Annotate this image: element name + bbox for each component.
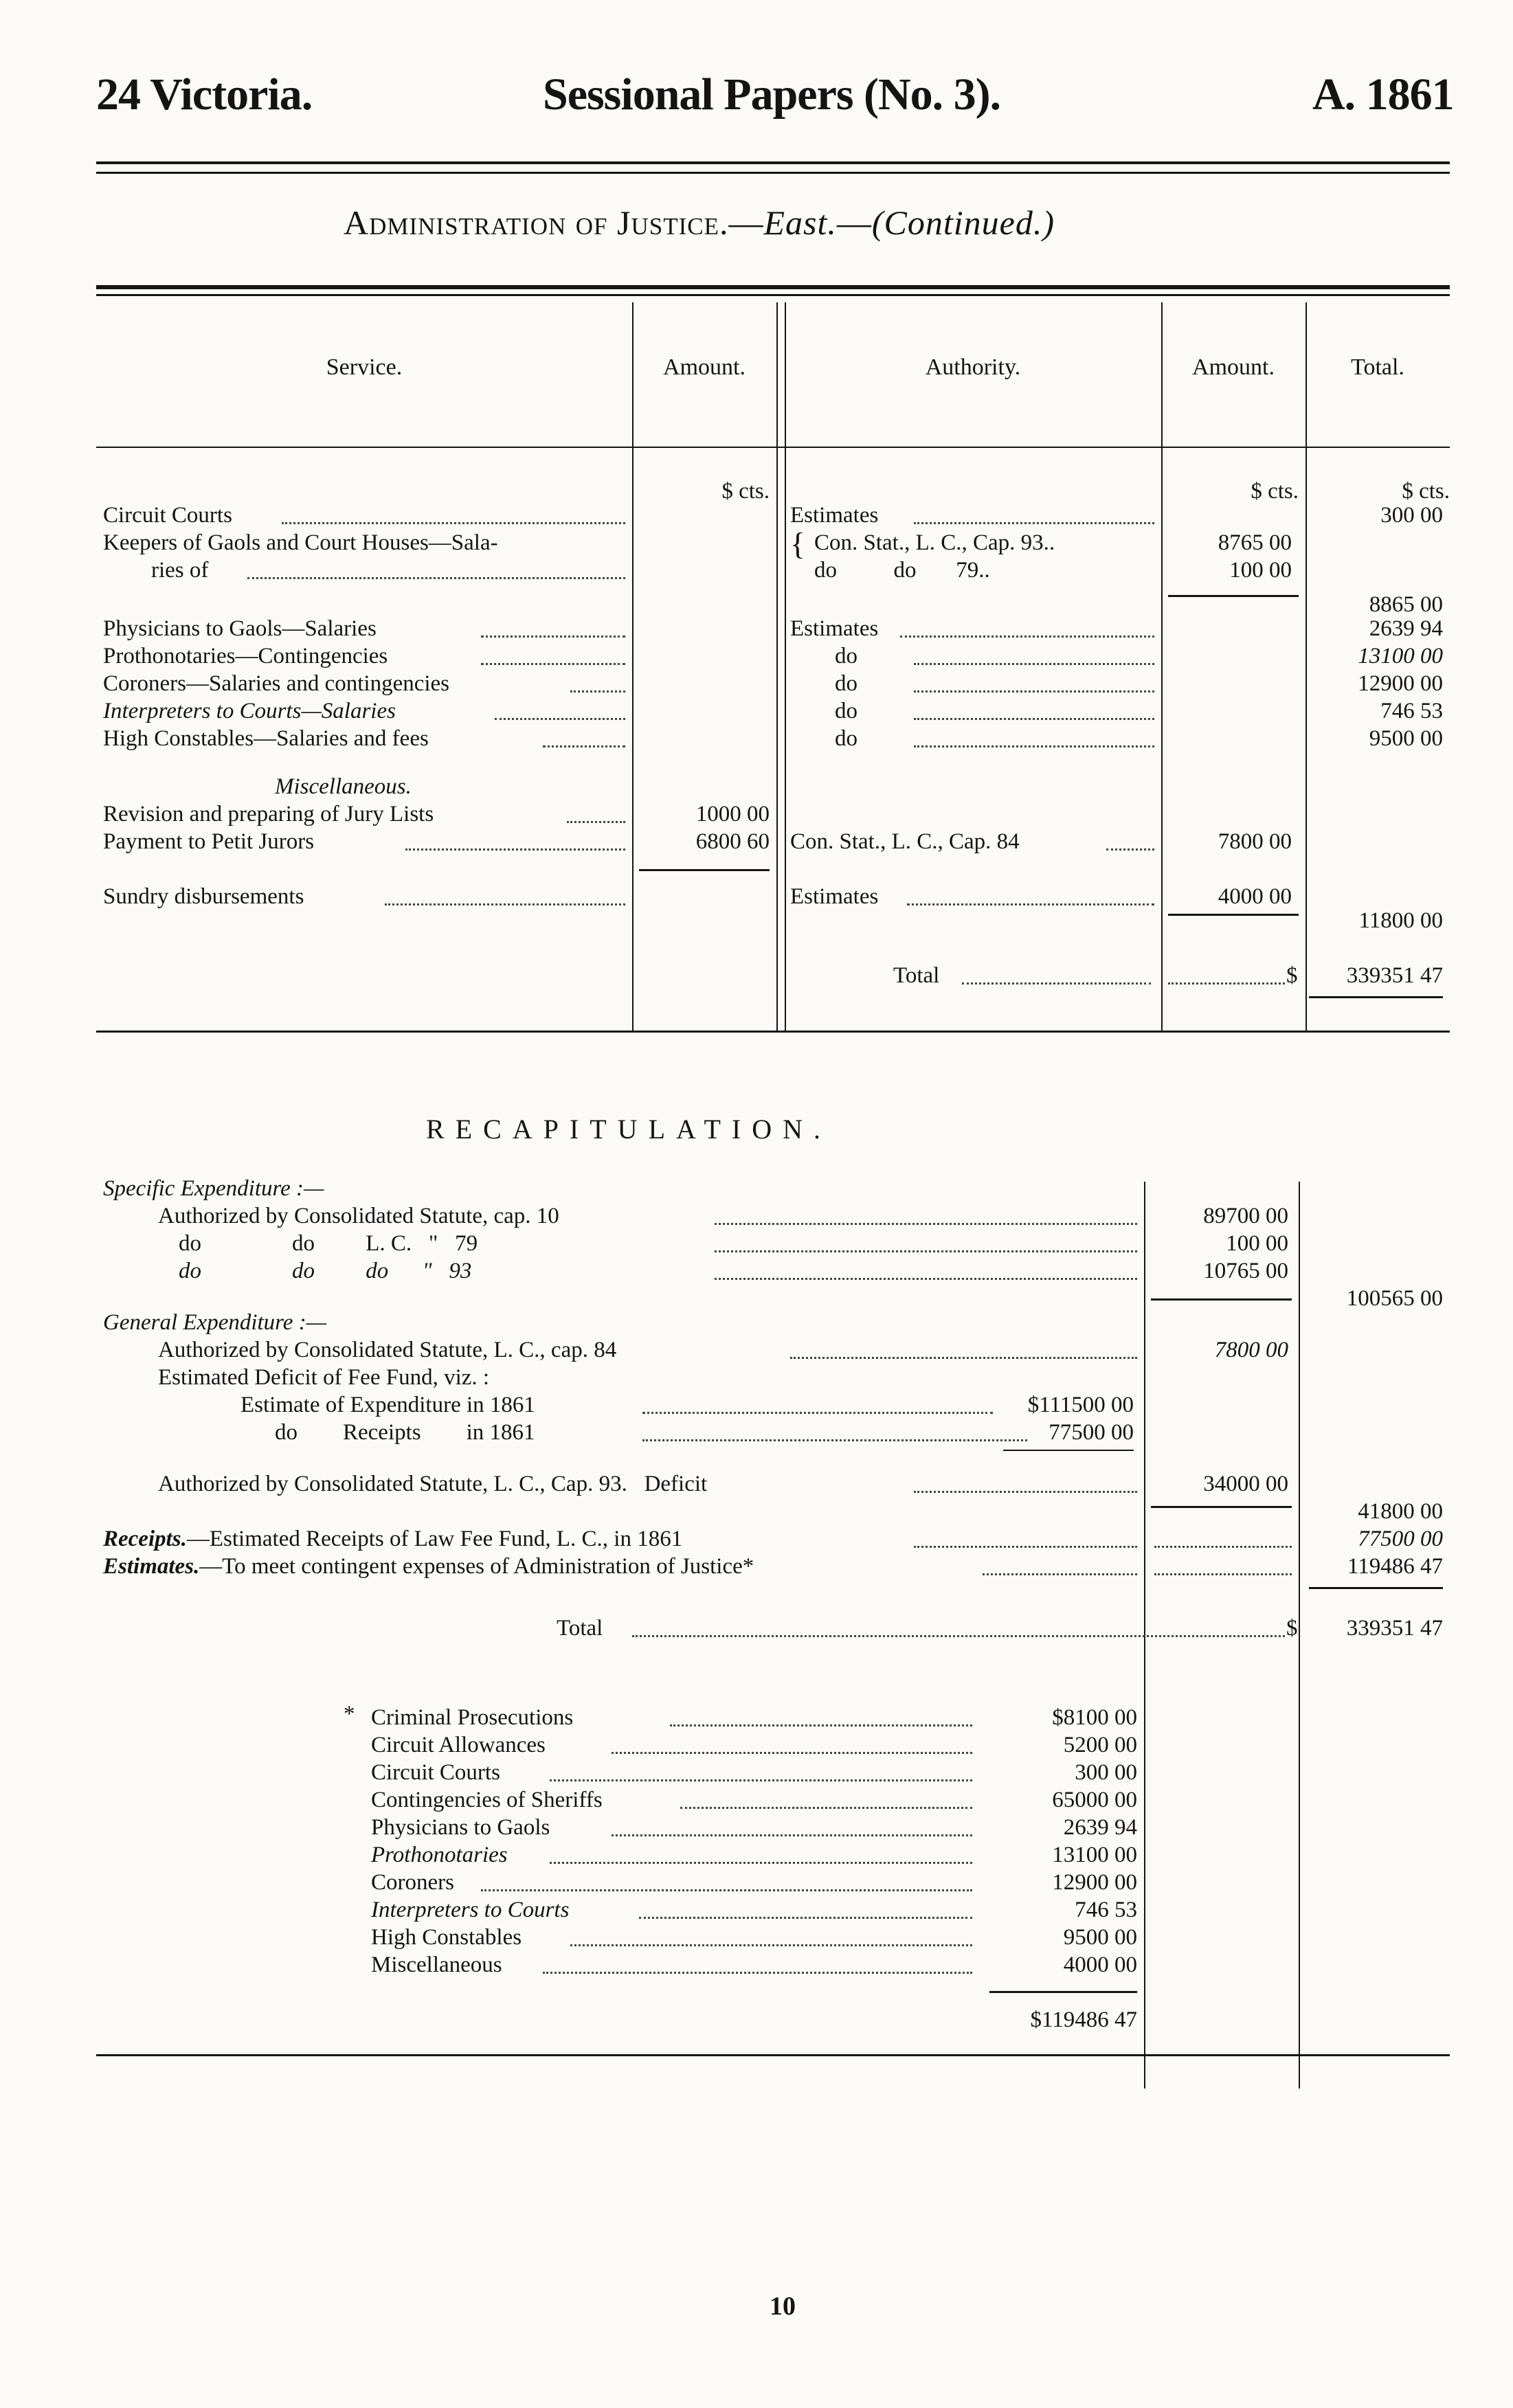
units-amount: $ cts. xyxy=(721,479,770,504)
title-region: East. xyxy=(763,203,837,242)
row-authority: do xyxy=(835,699,858,723)
recap-col-rule-2 xyxy=(1299,1182,1300,2089)
row-authority: Con. Stat., L. C., Cap. 93.. xyxy=(814,530,1055,555)
receipts-head: Receipts. xyxy=(103,1527,187,1551)
row-total: 8865 00 xyxy=(1369,592,1443,617)
estimate-amount: $111500 00 xyxy=(1027,1393,1134,1417)
leader-dots xyxy=(632,1635,1285,1637)
row-authority: Estimates xyxy=(790,616,879,641)
brace-icon: { xyxy=(790,526,806,561)
estimate-line: Estimate of Expenditure in 1861 xyxy=(240,1393,535,1417)
subtotal-rule xyxy=(1168,595,1299,597)
title-main: Administration of Justice. xyxy=(344,203,729,242)
footnote-marker: * xyxy=(344,1702,355,1726)
leader-dots xyxy=(715,1278,1137,1280)
footnote-amount: 5200 00 xyxy=(1063,1733,1137,1757)
leader-dots xyxy=(282,522,625,524)
row-authority: do xyxy=(835,644,858,668)
leader-dots xyxy=(983,1573,1137,1575)
leader-dots xyxy=(914,718,1154,720)
footnote-amount: 13100 00 xyxy=(1052,1843,1137,1867)
footnote-total: $119486 47 xyxy=(1030,2007,1137,2032)
grand-total: 339351 47 xyxy=(1346,963,1443,988)
general-total: 41800 00 xyxy=(1358,1499,1443,1524)
recap-total-label: Total xyxy=(557,1616,603,1641)
leader-dots xyxy=(639,1917,972,1919)
specific-heading: Specific Expenditure :— xyxy=(103,1176,324,1201)
grand-total-label: Total xyxy=(893,963,940,988)
recap-total: 339351 47 xyxy=(1346,1616,1443,1641)
units-amount2: $ cts. xyxy=(1251,479,1299,504)
title-continued: (Continued.) xyxy=(871,203,1055,242)
leader-dots xyxy=(247,577,625,579)
deficit-rule xyxy=(1003,1450,1134,1451)
leader-dots xyxy=(1168,982,1285,984)
page-title: Administration of Justice.—East.—(Continued.) xyxy=(344,203,1055,242)
row-total: 746 53 xyxy=(1380,699,1443,723)
row-authority: Con. Stat., L. C., Cap. 84 xyxy=(790,829,1020,854)
row-service: Physicians to Gaols—Salaries xyxy=(103,616,377,641)
footnote-label: Contingencies of Sheriffs xyxy=(371,1788,603,1812)
table-top-rule xyxy=(96,285,1450,289)
row-service: ries of xyxy=(151,558,209,583)
leader-dots xyxy=(481,1889,972,1891)
col-rule-1 xyxy=(632,302,634,1031)
header-left: 24 Victoria. xyxy=(96,69,313,120)
col-rule-2b xyxy=(785,302,786,1031)
estimates-total: 119486 47 xyxy=(1347,1554,1443,1579)
leader-dots xyxy=(680,1807,972,1809)
row-total: 300 00 xyxy=(1380,503,1443,528)
leader-dots xyxy=(907,903,1154,905)
misc-rule-2 xyxy=(1168,914,1299,916)
receipts-line: do Receipts in 1861 xyxy=(275,1420,535,1445)
leader-dots xyxy=(567,821,625,823)
table-bottom-rule xyxy=(96,1031,1450,1033)
misc-total: 11800 00 xyxy=(1358,908,1443,933)
leader-dots xyxy=(1106,848,1154,851)
specific-rule xyxy=(1151,1298,1292,1301)
leader-dots xyxy=(1154,1573,1292,1575)
row-authority: Estimates xyxy=(790,884,879,909)
row-service: Coroners—Salaries and contingencies xyxy=(103,671,450,696)
header-bottom-rule xyxy=(96,447,1450,448)
leader-dots xyxy=(914,1546,1137,1548)
leader-dots xyxy=(914,522,1154,524)
leader-dots xyxy=(670,1724,972,1726)
leader-dots xyxy=(914,690,1154,693)
leader-dots xyxy=(543,745,625,747)
footnote-amount: 2639 94 xyxy=(1063,1815,1137,1840)
grand-total-sign: $ xyxy=(1286,963,1298,988)
header-center: Sessional Papers (No. 3). xyxy=(543,69,1001,120)
grand-total-rule xyxy=(1309,996,1443,998)
leader-dots xyxy=(495,718,625,720)
row-authority: do do 79.. xyxy=(814,558,990,583)
specific-label: do do L. C. " 79 xyxy=(179,1231,478,1256)
recap-total-sign: $ xyxy=(1286,1616,1298,1641)
footnote-label: Circuit Allowances xyxy=(371,1733,546,1757)
col-header-service: Service. xyxy=(326,355,403,380)
header-rule-2 xyxy=(96,172,1450,174)
footnote-amount: 746 53 xyxy=(1075,1898,1137,1922)
leader-dots xyxy=(405,848,625,851)
leader-dots xyxy=(612,1834,972,1836)
col-rule-3 xyxy=(1161,302,1163,1031)
row-authority: do xyxy=(835,671,858,696)
leader-dots xyxy=(550,1862,972,1864)
row-service: High Constables—Salaries and fees xyxy=(103,726,429,751)
row-amount: 6800 60 xyxy=(695,829,770,854)
leader-dots xyxy=(481,663,625,665)
table-top-rule-2 xyxy=(96,294,1450,296)
footnote-label: Coroners xyxy=(371,1870,454,1895)
footnote-amount: 4000 00 xyxy=(1063,1953,1137,1977)
deficit-amount: 34000 00 xyxy=(1203,1472,1288,1496)
leader-dots xyxy=(550,1779,972,1781)
receipts-amount: 77500 00 xyxy=(1049,1420,1134,1445)
specific-amount: 100 00 xyxy=(1226,1231,1288,1256)
leader-dots xyxy=(570,690,625,693)
leader-dots xyxy=(570,1944,972,1946)
row-amount2: 7800 00 xyxy=(1218,829,1292,854)
row-total: 12900 00 xyxy=(1358,671,1443,696)
footnote-label: Criminal Prosecutions xyxy=(371,1705,574,1730)
misc-heading: Miscellaneous. xyxy=(275,774,412,799)
col-header-total: Total. xyxy=(1351,355,1404,380)
header-rule xyxy=(96,161,1450,164)
page-number: 10 xyxy=(770,2292,796,2321)
footnote-rule xyxy=(989,1991,1137,1993)
footnote-amount: 65000 00 xyxy=(1052,1788,1137,1812)
leader-dots xyxy=(543,1972,972,1974)
footnote-label: Physicians to Gaols xyxy=(371,1815,550,1840)
footnote-amount: 300 00 xyxy=(1075,1760,1137,1785)
estimates-row xyxy=(103,1553,754,1580)
leader-dots xyxy=(481,635,625,638)
row-service: Payment to Petit Jurors xyxy=(103,829,315,854)
footnote-label: Circuit Courts xyxy=(371,1760,500,1785)
specific-total: 100565 00 xyxy=(1346,1286,1443,1311)
leader-dots xyxy=(914,745,1154,747)
leader-dots xyxy=(914,1491,1137,1493)
leader-dots xyxy=(790,1357,1137,1359)
footnote-amount: 12900 00 xyxy=(1052,1870,1137,1895)
row-service: Interpreters to Courts—Salaries xyxy=(103,699,396,723)
row-authority: Estimates xyxy=(790,503,879,528)
receipts-text: —Estimated Receipts of Law Fee Fund, L. C., in 1861 xyxy=(186,1527,683,1551)
general-line1: Authorized by Consolidated Statute, L. C., cap. 84 xyxy=(158,1338,617,1362)
row-total: 2639 94 xyxy=(1369,616,1443,641)
row-amount2: 100 00 xyxy=(1229,558,1292,583)
footnote-label: Interpreters to Courts xyxy=(371,1898,570,1922)
estimates-head: Estimates. xyxy=(103,1554,200,1579)
leader-dots xyxy=(962,982,1151,984)
general-heading: General Expenditure :— xyxy=(103,1310,327,1335)
recap-total-rule xyxy=(1309,1587,1443,1589)
row-service: Revision and preparing of Jury Lists xyxy=(103,802,434,826)
leader-dots xyxy=(385,903,625,905)
col-header-amount2: Amount. xyxy=(1192,355,1275,380)
deficit-heading: Estimated Deficit of Fee Fund, viz. : xyxy=(158,1365,490,1390)
leader-dots xyxy=(642,1412,993,1414)
col-header-amount: Amount. xyxy=(663,355,746,380)
header-right: A. 1861 xyxy=(1312,69,1454,120)
row-authority: do xyxy=(835,726,858,751)
row-total: 9500 00 xyxy=(1369,726,1443,751)
leader-dots xyxy=(914,663,1154,665)
row-amount2: 8765 00 xyxy=(1218,530,1292,555)
col-header-authority: Authority. xyxy=(925,355,1021,380)
recap-heading: RECAPITULATION. xyxy=(426,1114,831,1145)
specific-amount: 89700 00 xyxy=(1203,1204,1288,1228)
specific-amount: 10765 00 xyxy=(1203,1259,1288,1283)
row-amount2: 4000 00 xyxy=(1218,884,1292,909)
receipts-row xyxy=(103,1525,682,1553)
leader-dots xyxy=(715,1223,1137,1225)
misc-rule xyxy=(639,869,770,871)
row-service: Keepers of Gaols and Court Houses—Sala- xyxy=(103,530,498,555)
row-service: Sundry disbursements xyxy=(103,884,304,909)
leader-dots xyxy=(1154,1546,1292,1548)
col-rule-2 xyxy=(776,302,778,1031)
footnote-col-rule xyxy=(1144,1697,1145,2054)
general-line1-amount: 7800 00 xyxy=(1214,1338,1288,1362)
leader-dots xyxy=(900,635,1154,638)
receipts-total: 77500 00 xyxy=(1358,1527,1443,1551)
row-total: 13100 00 xyxy=(1358,644,1443,668)
leader-dots xyxy=(642,1439,1027,1441)
row-amount: 1000 00 xyxy=(695,802,770,826)
page-bottom-rule xyxy=(96,2054,1450,2056)
estimates-text: —To meet contingent expenses of Administration of Justice* xyxy=(199,1554,754,1579)
units-total: $ cts. xyxy=(1402,479,1450,504)
general-rule xyxy=(1151,1506,1292,1508)
footnote-label: High Constables xyxy=(371,1925,522,1950)
leader-dots xyxy=(715,1250,1137,1252)
specific-label: Authorized by Consolidated Statute, cap. 10 xyxy=(158,1204,559,1228)
row-service: Circuit Courts xyxy=(103,503,232,528)
footnote-label: Prothonotaries xyxy=(371,1843,508,1867)
row-service: Prothonotaries—Contingencies xyxy=(103,644,388,668)
specific-label: do do do " 93 xyxy=(179,1259,472,1283)
footnote-label: Miscellaneous xyxy=(371,1953,502,1977)
deficit-line: Authorized by Consolidated Statute, L. C., Cap. 93. Deficit xyxy=(158,1472,708,1496)
footnote-amount: 9500 00 xyxy=(1063,1925,1137,1950)
footnote-amount: $8100 00 xyxy=(1052,1705,1137,1730)
leader-dots xyxy=(612,1752,972,1754)
